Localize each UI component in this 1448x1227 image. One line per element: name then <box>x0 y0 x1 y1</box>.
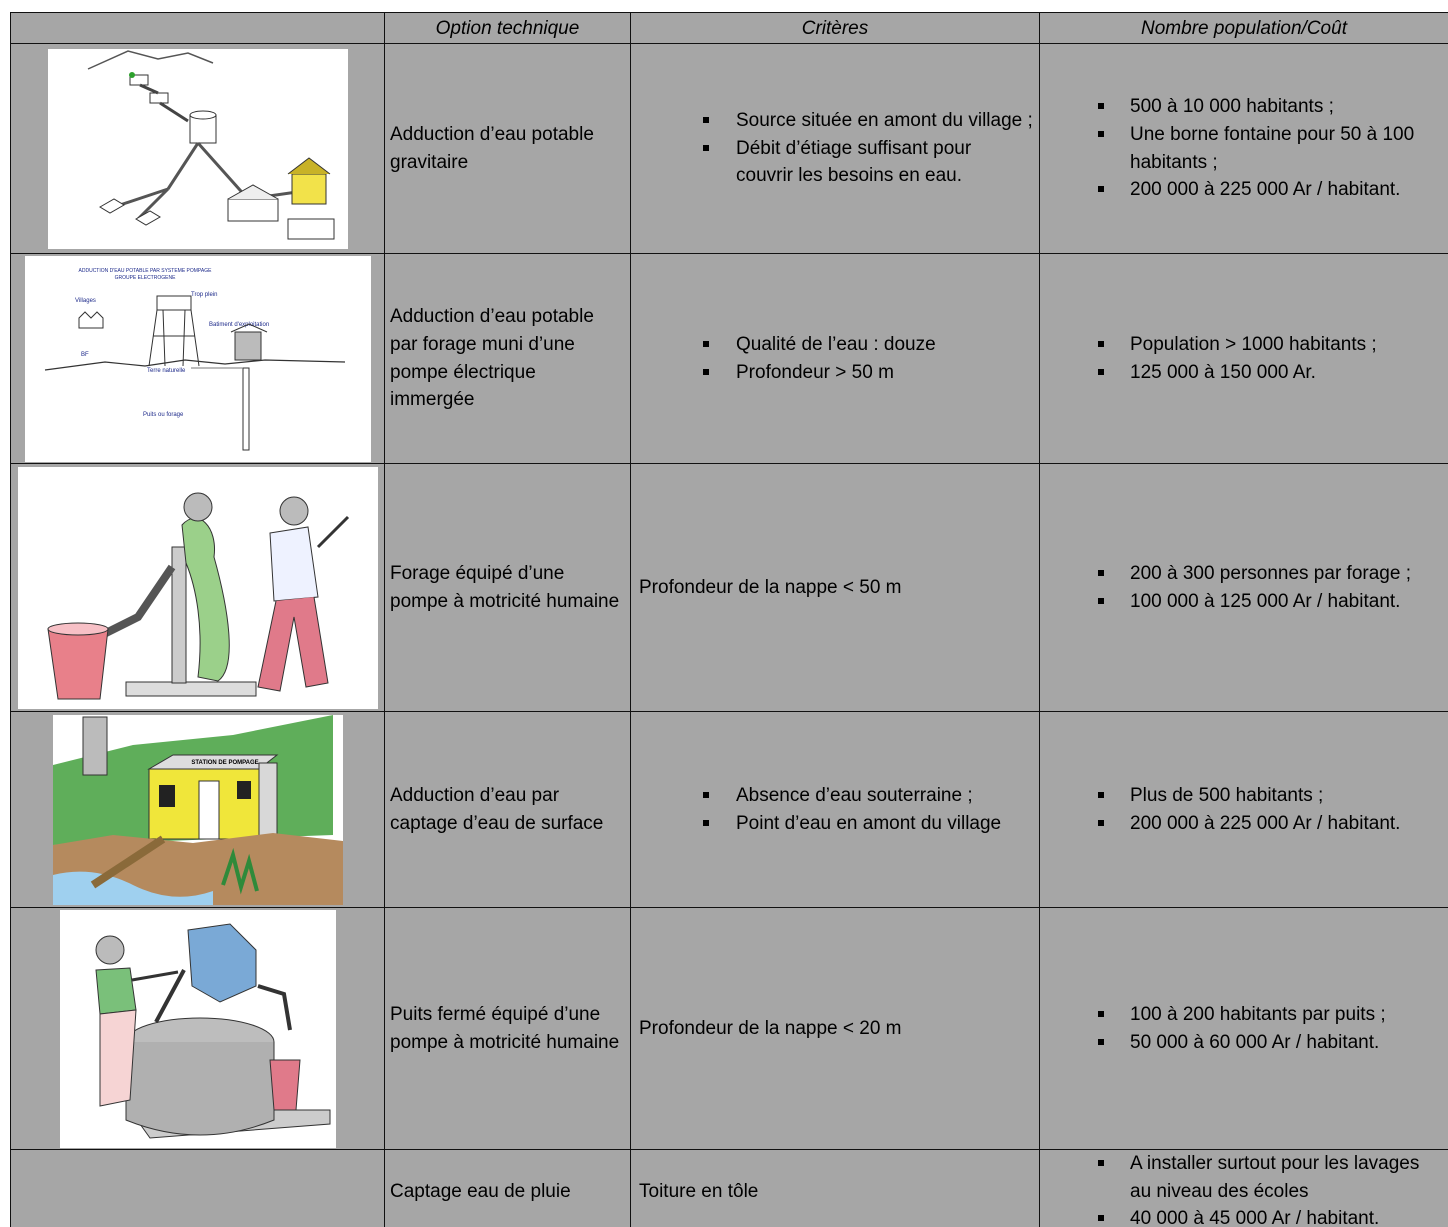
label-trop-plein: Trop plein <box>190 291 217 298</box>
station-label: STATION DE POMPAGE <box>190 759 259 766</box>
table-row <box>11 908 1448 1150</box>
criteria-item: Source située en amont du village ; <box>639 107 1033 135</box>
population-item: Une borne fontaine pour 50 à 100 habitants ; <box>1048 121 1444 176</box>
document-page <box>10 12 1448 1227</box>
row-illustration-gravity <box>11 44 385 254</box>
pumping-station-illustration <box>53 715 343 905</box>
table-row <box>11 254 1448 464</box>
row-illustration-pumping <box>11 254 385 464</box>
option-cell: Puits fermé équipé d’une pompe à motricité humaine <box>385 908 631 1150</box>
table-row <box>11 1150 1448 1227</box>
population-cell <box>1040 254 1448 464</box>
row-illustration-handpump <box>11 464 385 712</box>
population-list <box>1048 560 1444 615</box>
population-list <box>1048 331 1444 386</box>
diagram-subtitle: GROUPE ELECTROGENE <box>114 274 175 281</box>
population-cell <box>1040 908 1448 1150</box>
population-item: A installer surtout pour les lavages au niveau des écoles <box>1048 1150 1444 1205</box>
table-header-row <box>11 13 1448 44</box>
population-item: 100 à 200 habitants par puits ; <box>1048 1001 1444 1029</box>
criteria-cell: Profondeur de la nappe < 50 m <box>631 464 1040 712</box>
row-illustration-well <box>11 908 385 1150</box>
population-item: 40 000 à 45 000 Ar / habitant. <box>1048 1205 1444 1227</box>
row-illustration-station <box>11 712 385 908</box>
option-cell: Adduction d’eau par captage d’eau de surface <box>385 712 631 908</box>
header-illustration <box>11 13 385 44</box>
label-puits: Puits ou forage <box>142 411 183 418</box>
population-cell <box>1040 464 1448 712</box>
population-item: 125 000 à 150 000 Ar. <box>1048 359 1444 387</box>
criteria-cell <box>631 44 1040 254</box>
population-item: Population > 1000 habitants ; <box>1048 331 1444 359</box>
label-bf: BF <box>80 351 89 358</box>
population-item: 200 000 à 225 000 Ar / habitant. <box>1048 176 1444 204</box>
row-illustration-empty <box>11 1150 385 1227</box>
diagram-title: ADDUCTION D'EAU POTABLE PAR SYSTEME POMPAGE <box>78 267 211 274</box>
table-row <box>11 712 1448 908</box>
label-batiment: Batiment d'exploitation <box>208 321 269 328</box>
water-options-table <box>10 12 1448 1227</box>
population-item: Plus de 500 habitants ; <box>1048 782 1444 810</box>
criteria-item: Profondeur > 50 m <box>639 359 1033 387</box>
criteria-item: Qualité de l’eau : douze <box>639 331 1033 359</box>
population-cell <box>1040 1150 1448 1227</box>
hand-pump-illustration <box>18 467 378 709</box>
criteria-cell <box>631 712 1040 908</box>
criteria-cell: Toiture en tôle <box>631 1150 1040 1227</box>
population-list <box>1048 782 1444 837</box>
option-cell: Adduction d’eau potable par forage muni d’une pompe électrique immergée <box>385 254 631 464</box>
population-cell <box>1040 712 1448 908</box>
table-row <box>11 44 1448 254</box>
criteria-cell: Profondeur de la nappe < 20 m <box>631 908 1040 1150</box>
label-terre: Terre naturelle <box>146 367 185 374</box>
population-item: 200 à 300 personnes par forage ; <box>1048 560 1444 588</box>
population-item: 100 000 à 125 000 Ar / habitant. <box>1048 588 1444 616</box>
criteria-list <box>639 107 1033 190</box>
header-population-cost: Nombre population/Coût <box>1040 13 1448 44</box>
criteria-item: Absence d’eau souterraine ; <box>639 782 1033 810</box>
header-criteria: Critères <box>631 13 1040 44</box>
closed-well-illustration <box>60 910 336 1148</box>
population-cell <box>1040 44 1448 254</box>
header-option: Option technique <box>385 13 631 44</box>
pumping-system-diagram <box>25 256 371 462</box>
criteria-list <box>639 782 1033 837</box>
population-list <box>1048 1150 1444 1227</box>
table-row <box>11 464 1448 712</box>
criteria-item: Point d’eau en amont du village <box>639 810 1033 838</box>
criteria-item: Débit d’étiage suffisant pour couvrir les besoins en eau. <box>639 135 1033 190</box>
label-villages: Villages <box>74 297 96 304</box>
option-cell: Forage équipé d’une pompe à motricité humaine <box>385 464 631 712</box>
criteria-list <box>639 331 1033 386</box>
population-item: 50 000 à 60 000 Ar / habitant. <box>1048 1029 1444 1057</box>
gravity-network-illustration <box>48 49 348 249</box>
population-item: 500 à 10 000 habitants ; <box>1048 93 1444 121</box>
population-list <box>1048 1001 1444 1056</box>
option-cell: Adduction d’eau potable gravitaire <box>385 44 631 254</box>
criteria-cell <box>631 254 1040 464</box>
population-list <box>1048 93 1444 203</box>
option-cell: Captage eau de pluie <box>385 1150 631 1227</box>
population-item: 200 000 à 225 000 Ar / habitant. <box>1048 810 1444 838</box>
